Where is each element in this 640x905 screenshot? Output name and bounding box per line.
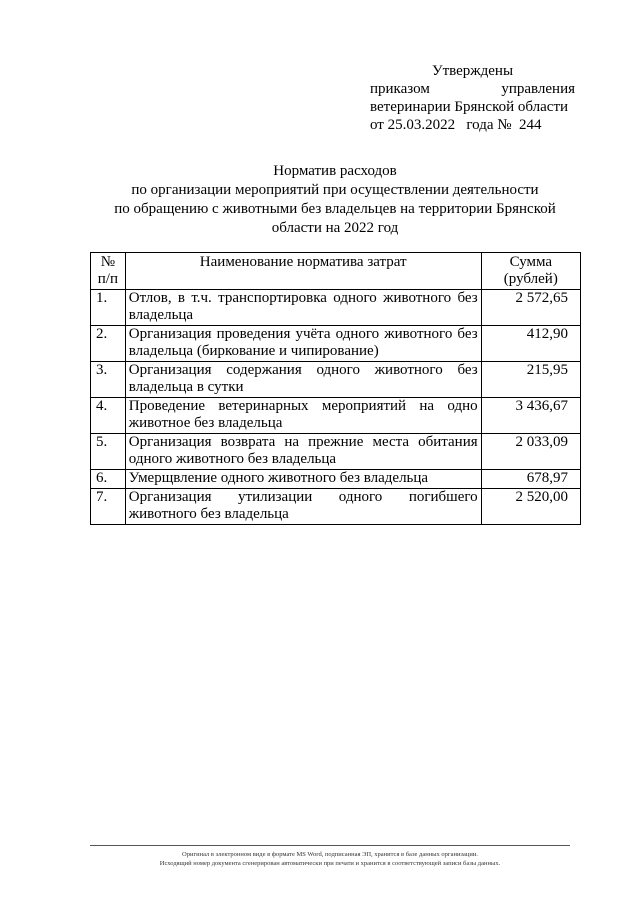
- table-row: [91, 326, 581, 362]
- table-row: [91, 470, 581, 489]
- row-num: 4.: [91, 398, 126, 434]
- approval-date-number: от 25.03.2022 года № 244: [370, 117, 542, 133]
- row-name: Организация возврата на прежние места обитания одного животного без владельца: [125, 434, 481, 470]
- row-name: Умерщвление одного животного без владельца: [125, 470, 481, 489]
- row-num: 3.: [91, 362, 126, 398]
- header-sum: Сумма (рублей): [481, 253, 580, 290]
- table-row: [91, 398, 581, 434]
- footer-line-2: Исходящий номер документа сгенерирован автоматически при печати и хранится в соответствующей записи базы данных.: [159, 860, 501, 867]
- row-sum: 2 572,65: [481, 290, 580, 326]
- approval-line-order: [370, 80, 575, 98]
- header-name: Наименование норматива затрат: [125, 253, 481, 290]
- footer-note: [70, 850, 590, 868]
- table-row: [91, 434, 581, 470]
- norms-table: [90, 252, 581, 525]
- title-line-1: Норматив расходов: [273, 163, 397, 179]
- row-sum: 3 436,67: [481, 398, 580, 434]
- row-sum: 412,90: [481, 326, 580, 362]
- approval-authority: ветеринарии Брянской области: [370, 99, 569, 115]
- row-sum: 215,95: [481, 362, 580, 398]
- approval-title: Утверждены: [431, 63, 514, 79]
- approval-department-word: управления: [501, 81, 575, 97]
- footer-divider: [90, 845, 570, 846]
- row-num: 2.: [91, 326, 126, 362]
- table-row: [91, 362, 581, 398]
- row-name: Организация содержания одного животного без владельца в сутки: [125, 362, 481, 398]
- document-title: [90, 162, 580, 238]
- row-num: 6.: [91, 470, 126, 489]
- row-num: 1.: [91, 290, 126, 326]
- table-row: [91, 290, 581, 326]
- row-num: 5.: [91, 434, 126, 470]
- row-name: Организация утилизации одного погибшего животного без владельца: [125, 489, 481, 525]
- title-line-3: по обращению с животными без владельцев на территории Брянской: [114, 201, 556, 217]
- approval-block: [370, 62, 575, 134]
- title-line-2: по организации мероприятий при осуществлении деятельности: [131, 182, 539, 198]
- title-line-4: области на 2022 год: [271, 220, 399, 236]
- table-header-row: [91, 253, 581, 290]
- table-row: [91, 489, 581, 525]
- footer-line-1: Оригинал в электронном виде в формате MS Word, подписанная ЭП, хранится в базе данных организации.: [182, 851, 478, 858]
- approval-order-word: приказом: [370, 81, 430, 97]
- row-sum: 678,97: [481, 470, 580, 489]
- row-name: Проведение ветеринарных мероприятий на одно животное без владельца: [125, 398, 481, 434]
- row-name: Отлов, в т.ч. транспортировка одного животного без владельца: [125, 290, 481, 326]
- row-sum: 2 520,00: [481, 489, 580, 525]
- row-name: Организация проведения учёта одного животного без владельца (биркование и чипирование): [125, 326, 481, 362]
- row-num: 7.: [91, 489, 126, 525]
- row-sum: 2 033,09: [481, 434, 580, 470]
- header-num: № п/п: [91, 253, 126, 290]
